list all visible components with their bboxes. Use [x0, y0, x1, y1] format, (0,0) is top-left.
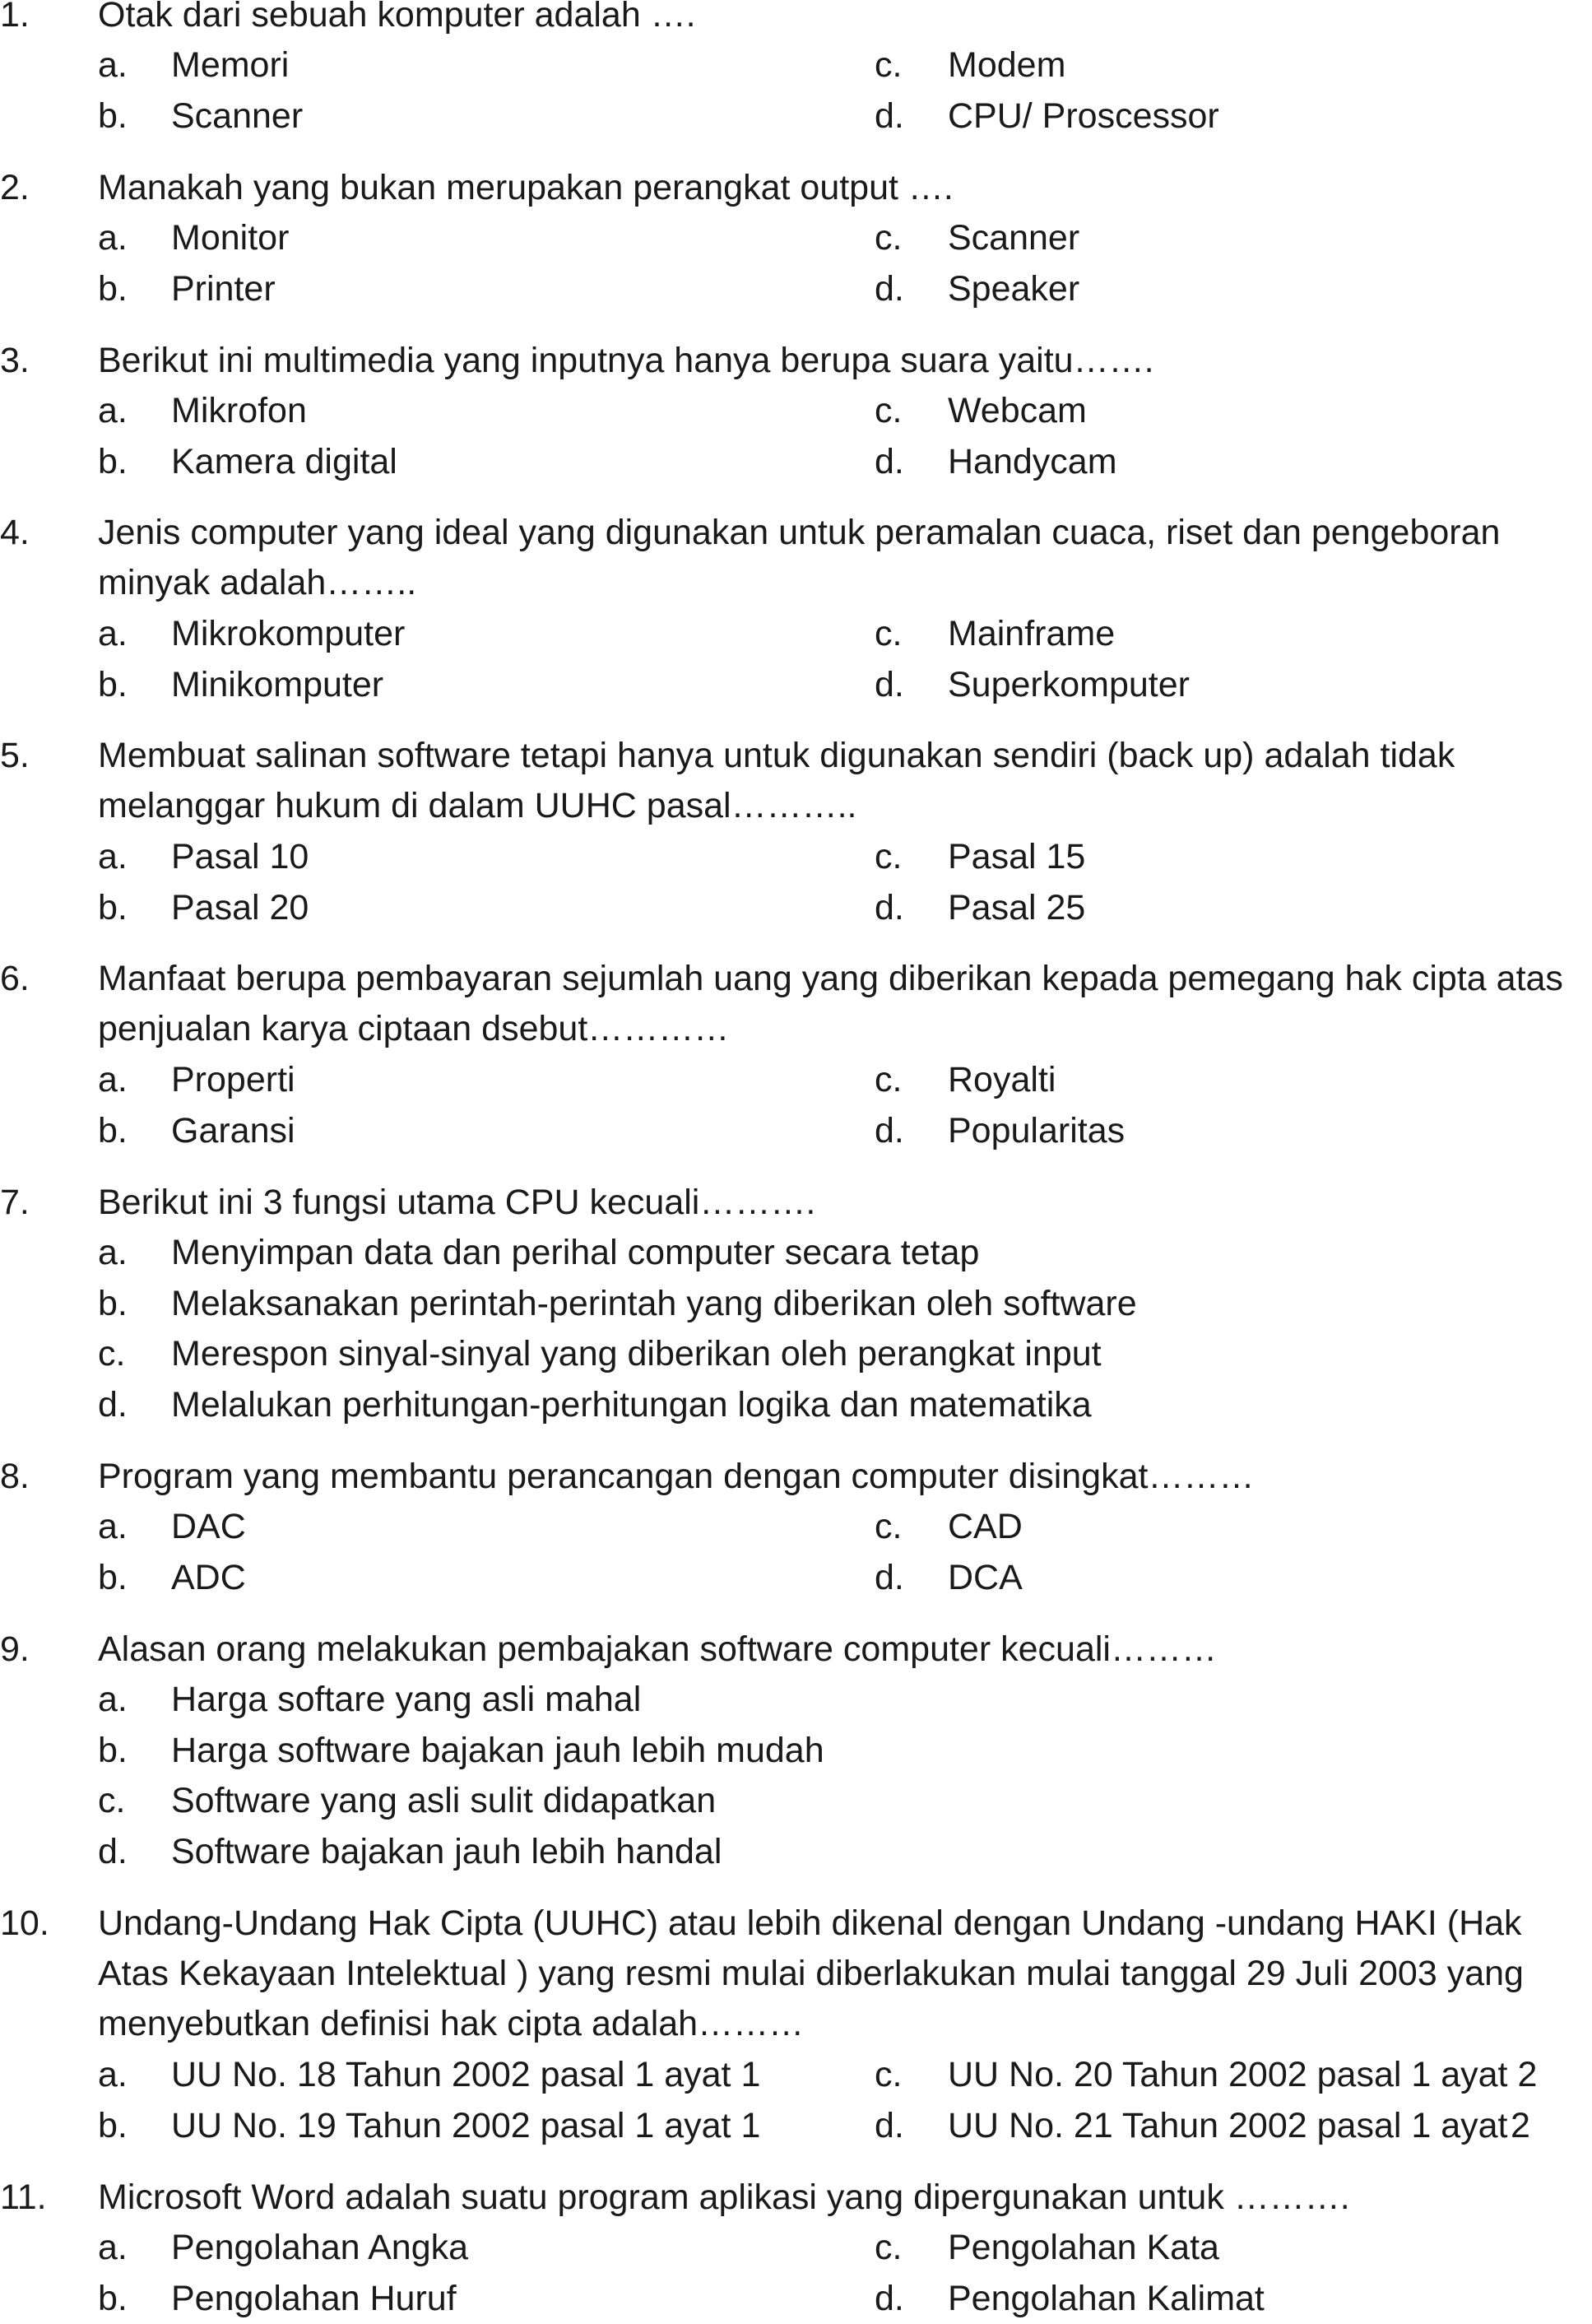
option-text: ADC [171, 1558, 246, 1597]
option-letter: a. [98, 218, 128, 258]
option-text: Melaksanakan perintah-perintah yang diberikan oleh software [171, 1284, 1137, 1323]
option-text: Superkomputer [948, 665, 1190, 704]
option-letter: a. [98, 391, 128, 430]
option-letter: c. [875, 1507, 903, 1546]
option-text: Merespon sinyal-sinyal yang diberikan oleh perangkat input [171, 1334, 1102, 1373]
option-text: Memori [171, 45, 290, 85]
option-text: Mikrokomputer [171, 614, 406, 653]
option-letter: a. [98, 837, 128, 876]
option-text: Menyimpan data dan perihal computer secara tetap [171, 1233, 980, 1272]
option-text: CAD [948, 1507, 1023, 1546]
option-letter: c. [875, 218, 903, 258]
question-text: Berikut ini multimedia yang inputnya hanya berupa suara yaitu……. [98, 341, 1154, 380]
option-text: Popularitas [948, 1111, 1126, 1150]
option-text: Scanner [948, 218, 1080, 258]
question-number: 9. [0, 1629, 30, 1669]
option-text: Harga softare yang asli mahal [171, 1680, 642, 1719]
question-text: Membuat salinan software tetapi hanya untuk digunakan sendiri (back up) adalah tidak melanggar hukum di dalam UUHC pasal……….. [98, 736, 1455, 825]
option-letter: a. [98, 2228, 128, 2267]
option-letter: d. [98, 1385, 128, 1425]
option-text: Pasal 25 [948, 888, 1086, 927]
option-letter: d. [875, 665, 904, 704]
question-text: Berikut ini 3 fungsi utama CPU kecuali………. [98, 1183, 816, 1222]
option-letter: c. [875, 391, 903, 430]
option-text: Pasal 10 [171, 837, 309, 876]
option-text: Scanner [171, 96, 304, 136]
option-letter: d. [98, 1832, 128, 1871]
option-letter: d. [875, 1111, 904, 1150]
option-text: CPU/ Proscessor [948, 96, 1219, 136]
option-letter: d. [875, 269, 904, 309]
option-letter: c. [98, 1334, 126, 1373]
option-letter: a. [98, 614, 128, 653]
option-letter: d. [875, 1558, 904, 1597]
option-text: Melalukan perhitungan-perhitungan logika dan matematika [171, 1385, 1092, 1425]
option-text: Pengolahan Huruf [171, 2279, 457, 2318]
question-number: 7. [0, 1183, 30, 1222]
option-letter: d. [875, 442, 904, 481]
option-text: Pengolahan Angka [171, 2228, 469, 2267]
question-number: 2. [0, 168, 30, 207]
question-number: 4. [0, 513, 30, 552]
option-letter: a. [98, 1507, 128, 1546]
option-letter: a. [98, 1233, 128, 1272]
question-text: Otak dari sebuah komputer adalah …. [98, 0, 696, 35]
option-text: Kamera digital [171, 442, 397, 481]
option-text: Software bajakan jauh lebih handal [171, 1832, 722, 1871]
question-text: Alasan orang melakukan pembajakan software computer kecuali……… [98, 1629, 1217, 1669]
question-text: Manfaat berupa pembayaran sejumlah uang yang diberikan kepada pemegang hak cipta atas penjualan karya ciptaan dsebut………… [98, 959, 1563, 1048]
option-letter: a. [98, 2055, 128, 2094]
option-letter: a. [98, 1060, 128, 1099]
option-letter: b. [98, 269, 128, 309]
question-number: 10. [0, 1903, 49, 1943]
question-number: 3. [0, 341, 30, 380]
option-letter: d. [875, 888, 904, 927]
option-text: Royalti [948, 1060, 1056, 1099]
option-letter: b. [98, 1284, 128, 1323]
question-number: 6. [0, 959, 30, 998]
option-letter: c. [875, 614, 903, 653]
option-text: Pasal 20 [171, 888, 309, 927]
option-text: Webcam [948, 391, 1087, 430]
question-number: 8. [0, 1457, 30, 1496]
option-letter: b. [98, 1731, 128, 1770]
option-text: Garansi [171, 1111, 295, 1150]
option-letter: d. [875, 2106, 904, 2145]
option-text: UU No. 19 Tahun 2002 pasal 1 ayat 1 [171, 2106, 761, 2145]
question-text: Manakah yang bukan merupakan perangkat output …. [98, 168, 954, 207]
option-text: Modem [948, 45, 1066, 85]
option-letter: a. [98, 45, 128, 85]
option-letter: d. [875, 2279, 904, 2318]
option-text: Mainframe [948, 614, 1116, 653]
option-text: Speaker [948, 269, 1080, 309]
option-text: Harga software bajakan jauh lebih mudah [171, 1731, 824, 1770]
option-text: Monitor [171, 218, 290, 258]
option-text: Properti [171, 1060, 295, 1099]
option-letter: b. [98, 665, 128, 704]
option-letter: b. [98, 1111, 128, 1150]
question-text: Program yang membantu perancangan dengan computer disingkat……… [98, 1457, 1255, 1496]
option-text: UU No. 21 Tahun 2002 pasal 1 ayat [948, 2106, 1508, 2145]
option-letter: c. [875, 2055, 903, 2094]
option-letter: c. [875, 45, 903, 85]
option-letter: b. [98, 96, 128, 136]
option-letter: c. [98, 1781, 126, 1820]
option-text: Software yang asli sulit didapatkan [171, 1781, 717, 1820]
option-letter: b. [98, 2106, 128, 2145]
option-letter: a. [98, 1680, 128, 1719]
option-text: Mikrofon [171, 391, 307, 430]
question-number: 1. [0, 0, 30, 35]
option-letter: d. [875, 96, 904, 136]
question-number: 5. [0, 736, 30, 775]
option-letter: c. [875, 2228, 903, 2267]
question-text: Jenis computer yang ideal yang digunakan untuk peramalan cuaca, riset dan pengeboran minyak adalah…….. [98, 513, 1501, 602]
page-number: 2 [1511, 2106, 1530, 2145]
option-letter: b. [98, 1558, 128, 1597]
question-text: Microsoft Word adalah suatu program aplikasi yang dipergunakan untuk ………. [98, 2178, 1350, 2217]
option-letter: c. [875, 1060, 903, 1099]
option-letter: b. [98, 888, 128, 927]
option-text: Printer [171, 269, 276, 309]
option-letter: c. [875, 837, 903, 876]
option-text: UU No. 18 Tahun 2002 pasal 1 ayat 1 [171, 2055, 761, 2094]
option-letter: b. [98, 2279, 128, 2318]
option-text: Handycam [948, 442, 1117, 481]
option-text: DAC [171, 1507, 246, 1546]
question-text: Undang-Undang Hak Cipta (UUHC) atau lebih dikenal dengan Undang -undang HAKI (Hak Atas Kekayaan Intelektual ) yang resmi mulai diberlakukan mulai tanggal 29 Juli 2003 yang menyebutkan definisi hak cipta adalah……… [98, 1903, 1524, 2043]
option-text: UU No. 20 Tahun 2002 pasal 1 ayat 2 [948, 2055, 1538, 2094]
option-text: DCA [948, 1558, 1023, 1597]
option-text: Minikomputer [171, 665, 384, 704]
option-text: Pengolahan Kalimat [948, 2279, 1265, 2318]
option-text: Pengolahan Kata [948, 2228, 1219, 2267]
option-letter: b. [98, 442, 128, 481]
option-text: Pasal 15 [948, 837, 1086, 876]
question-number: 11. [0, 2178, 47, 2217]
